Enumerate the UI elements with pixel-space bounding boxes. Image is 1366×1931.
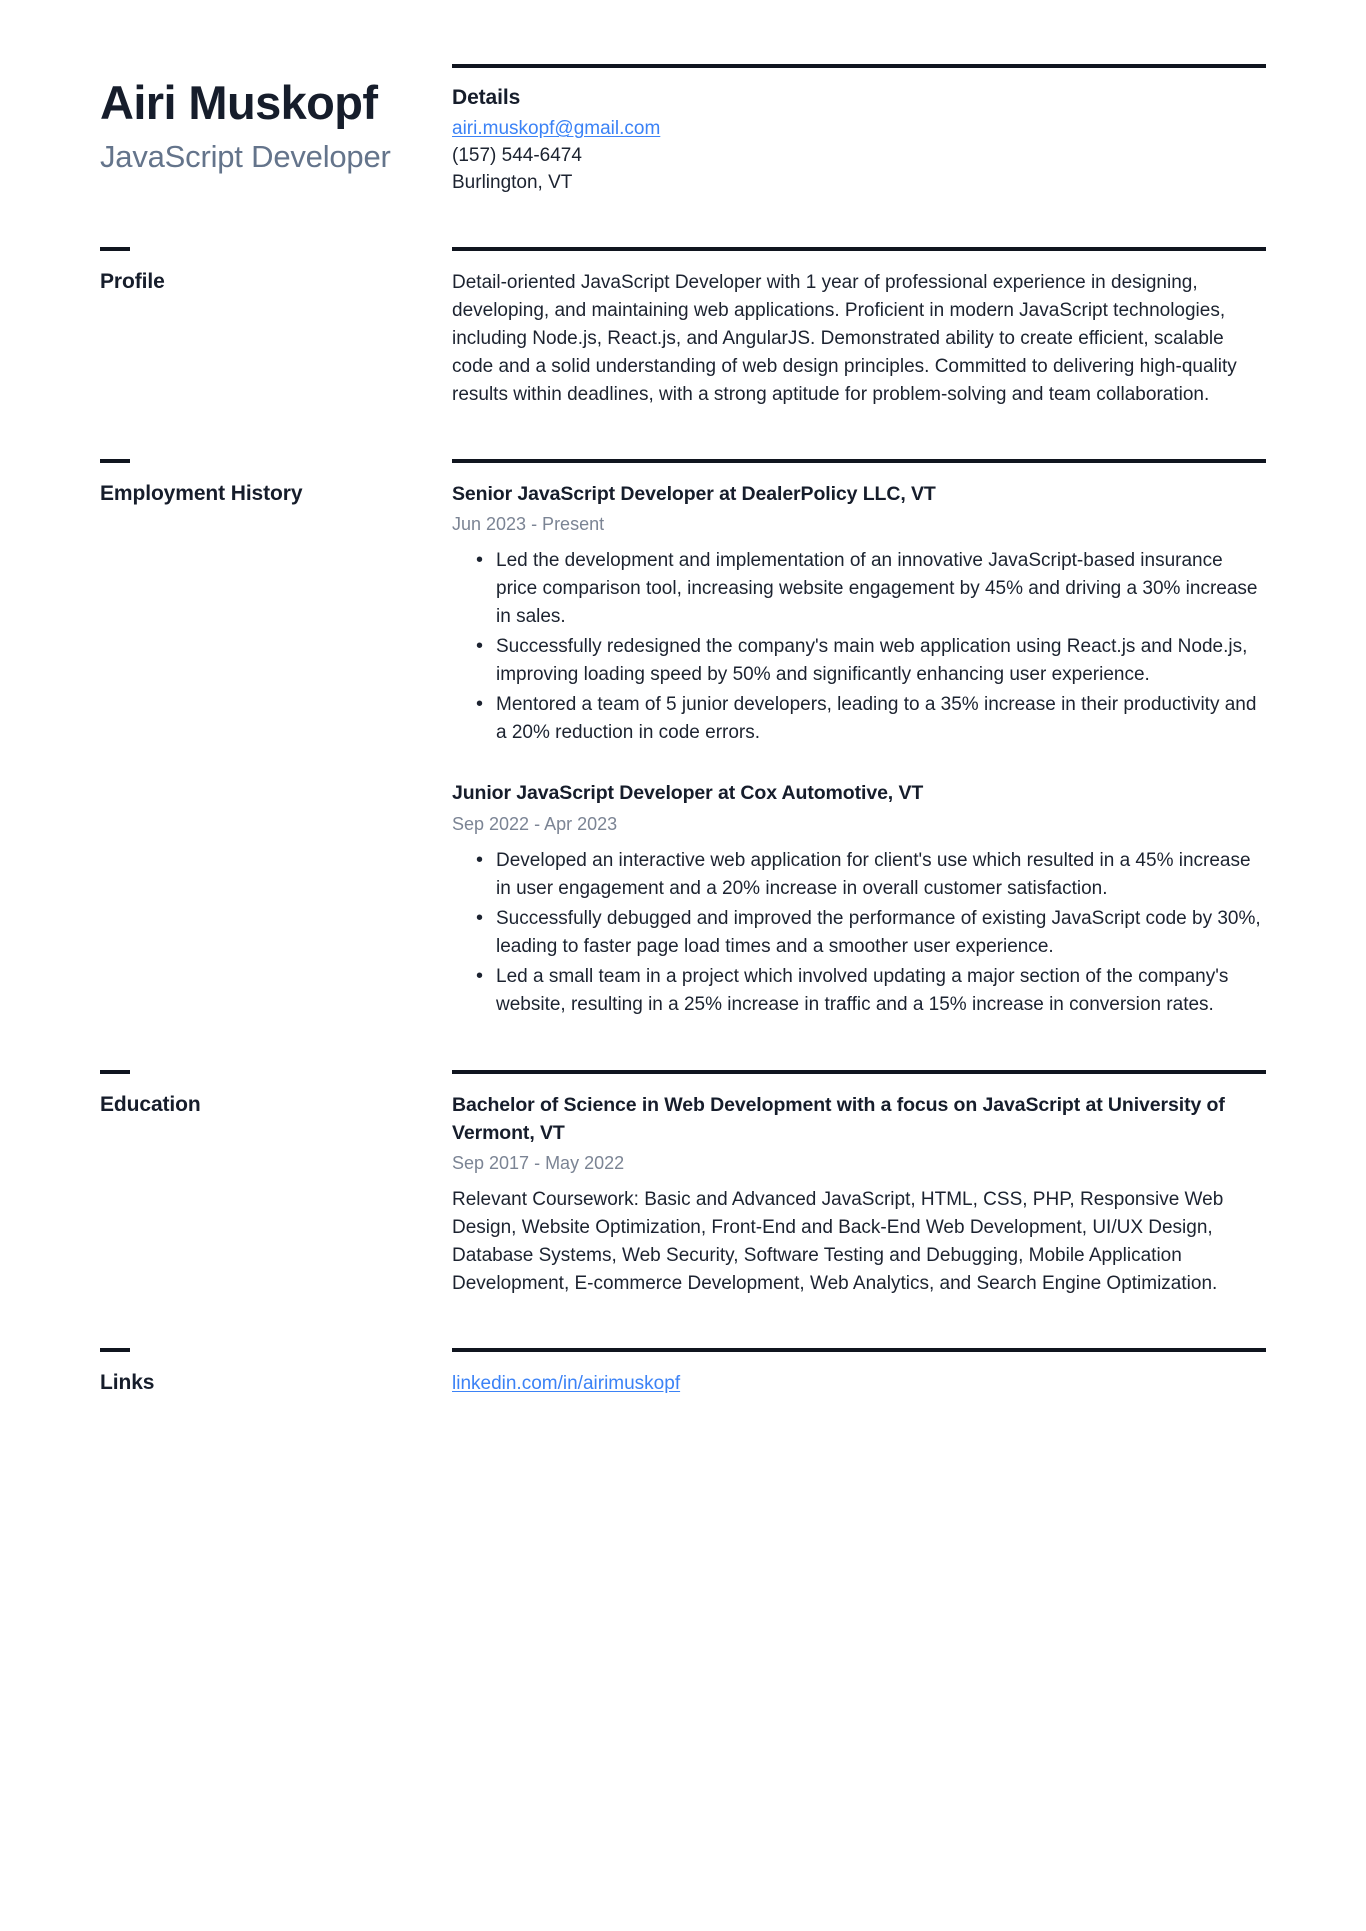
links-body <box>452 1348 1266 1399</box>
section-divider <box>452 64 1266 68</box>
profile-side-label <box>100 247 452 294</box>
education-section <box>100 1070 1266 1297</box>
section-label-employment: Employment History <box>100 481 303 505</box>
education-side-label <box>100 1070 452 1117</box>
profile-body <box>452 247 1266 409</box>
section-divider <box>452 459 1266 463</box>
education-entry <box>452 1092 1266 1297</box>
employment-entry <box>452 780 1266 1018</box>
employment-bullets <box>452 547 1266 746</box>
phone-row: (157) 544-6474 <box>452 144 582 166</box>
resume-header <box>100 64 1266 197</box>
section-label-profile: Profile <box>100 269 165 293</box>
page-title: Airi Muskopf <box>100 76 378 129</box>
education-coursework: Relevant Coursework: Basic and Advanced JavaScript, HTML, CSS, PHP, Responsive Web Design, Website Optimization, Front-End and Back-End Web Development, UI/UX Design, Database Systems, Web Security, Software Testing and Debugging, Mobile Application Development, E-commerce Development, Web Analytics, and Search Engine Optimization. <box>452 1189 1224 1295</box>
employment-body <box>452 459 1266 1021</box>
details-section <box>452 64 1266 197</box>
job-title-subtitle: JavaScript Developer <box>100 138 391 174</box>
employment-entry <box>452 481 1266 747</box>
details-heading: Details <box>452 86 521 109</box>
employment-title: Junior JavaScript Developer at Cox Automotive, VT <box>452 782 924 805</box>
link-row <box>452 1370 1266 1399</box>
employment-bullets <box>452 847 1266 1019</box>
email-row <box>452 116 1266 143</box>
list-item: • Mentored a team of 5 junior developers, leading to a 35% increase in their productivity and a 20% reduction in code errors. <box>474 691 1266 747</box>
section-divider <box>452 1070 1266 1074</box>
dash-marker-icon <box>100 459 130 463</box>
section-divider <box>452 247 1266 251</box>
section-label-education: Education <box>100 1093 201 1117</box>
employment-title: Senior JavaScript Developer at DealerPolicy LLC, VT <box>452 482 936 505</box>
profile-section <box>100 247 1266 409</box>
education-body <box>452 1070 1266 1297</box>
links-side-label <box>100 1348 452 1395</box>
links-section <box>100 1348 1266 1399</box>
list-item: • Successfully redesigned the company's main web application using React.js and Node.js, improving loading speed by 50% and significantly enhancing user experience. <box>474 633 1266 689</box>
employment-date: Sep 2022 - Apr 2023 <box>452 813 618 834</box>
email-link[interactable]: airi.muskopf@gmail.com <box>452 118 661 139</box>
list-item: • Successfully debugged and improved the performance of existing JavaScript code by 30%, leading to faster page load times and a smoother user experience. <box>474 905 1266 961</box>
linkedin-link[interactable]: linkedin.com/in/airimuskopf <box>452 1372 681 1394</box>
profile-text: Detail-oriented JavaScript Developer with 1 year of professional experience in designing, developing, and maintaining web applications. Proficient in modern JavaScript technologies, including Node.js, React.js, and AngularJS. Demonstrated ability to create efficient, scalable code and a solid understanding of web design principles. Committed to delivering high-quality results within deadlines, with a strong aptitude for problem-solving and team collaboration. <box>452 271 1237 405</box>
links-list <box>452 1370 1266 1399</box>
section-label-links: Links <box>100 1370 155 1394</box>
list-item: • Led the development and implementation of an innovative JavaScript-based insurance price comparison tool, increasing website engagement by 45% and driving a 30% increase in sales. <box>474 547 1266 631</box>
education-title: Bachelor of Science in Web Development with a focus on JavaScript at University of Vermont, VT <box>452 1094 1225 1144</box>
section-divider <box>452 1348 1266 1352</box>
list-item: • Led a small team in a project which involved updating a major section of the company's website, resulting in a 25% increase in traffic and a 15% increase in conversion rates. <box>474 963 1266 1019</box>
employment-date: Jun 2023 - Present <box>452 513 605 534</box>
list-item: • Developed an interactive web application for client's use which resulted in a 45% increase in user engagement and a 20% increase in overall customer satisfaction. <box>474 847 1266 903</box>
dash-marker-icon <box>100 1070 130 1074</box>
location-row: Burlington, VT <box>452 171 573 193</box>
dash-marker-icon <box>100 247 130 251</box>
education-date: Sep 2017 - May 2022 <box>452 1153 625 1174</box>
employment-section <box>100 459 1266 1021</box>
identity-block <box>100 64 452 175</box>
employment-side-label <box>100 459 452 506</box>
dash-marker-icon <box>100 1348 130 1352</box>
